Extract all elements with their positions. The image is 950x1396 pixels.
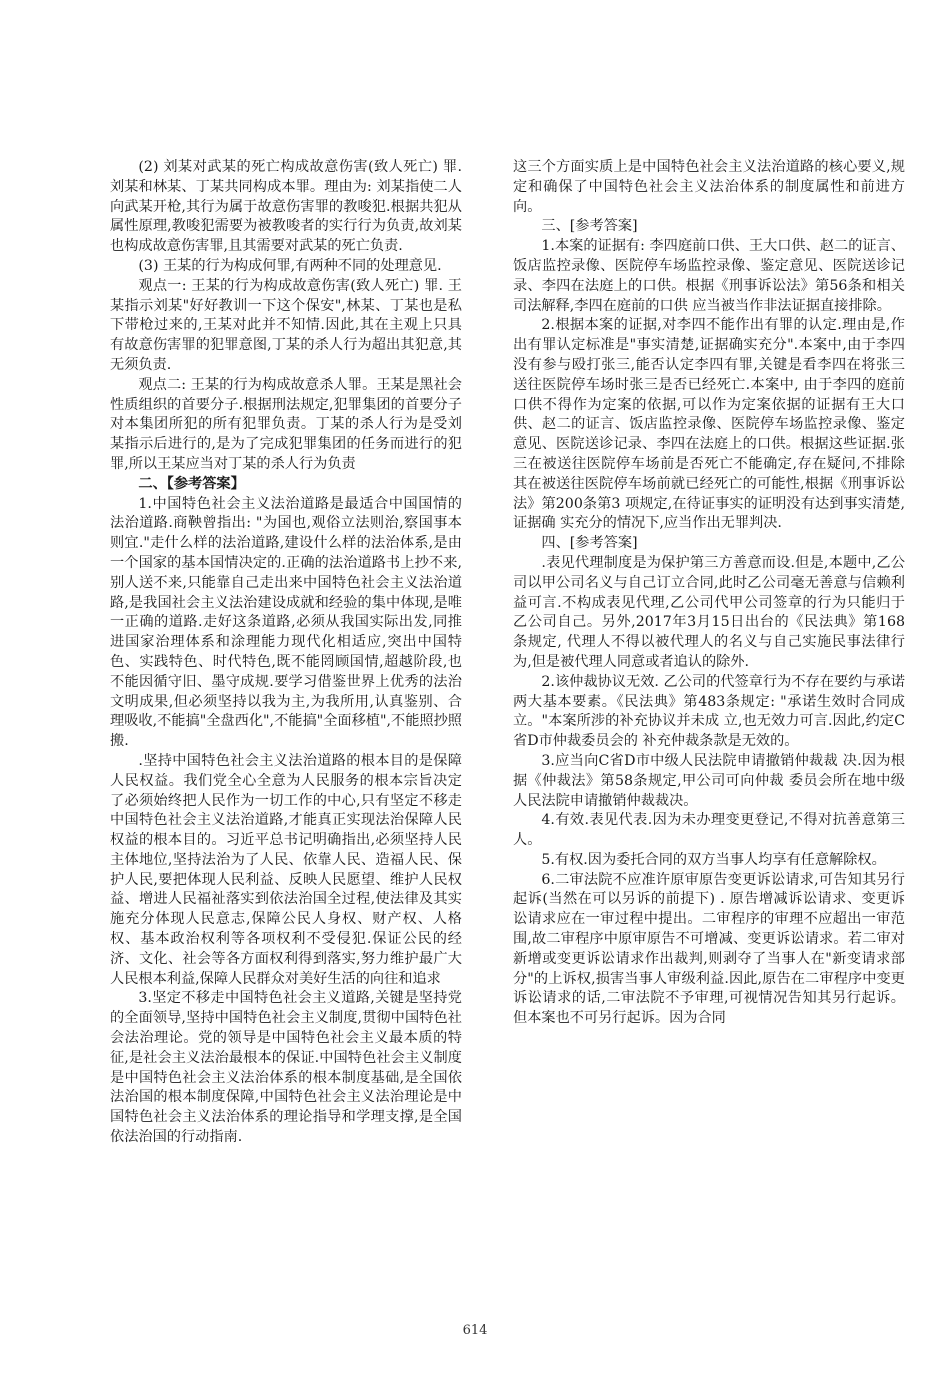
right-column: [513, 158, 905, 1029]
paragraph: 观点二: 王某的行为构成故意杀人罪。王某是黑社会性质组织的首要分子.根据刑法规定,犯罪集团的首要分子对本集团所犯的所有犯罪负责。丁某的杀人行为是受刘某指示后进行的,是为了完成犯罪集团的任务而进行的犯罪,所以王某应当对丁某的杀人行为负责: [110, 376, 462, 472]
paragraph: 2.该仲裁协议无效. 乙公司的代签章行为不存在要约与承诺两大基本要素。《民法典》第483条规定: "承诺生效时合同成立。"本案所涉的补充协议并未成 立,也无效力可言.因此,约定C省D市仲裁委员会的 补充仲裁条款是无效的。: [513, 673, 905, 750]
paragraph: 4.有效.表见代表.因为未办理变更登记,不得对抗善意第三人。: [513, 812, 905, 849]
paragraph: 5.有权.因为委托合同的双方当事人均享有任意解除权。: [541, 851, 886, 868]
paragraph: 6.二审法院不应准许原审原告变更诉讼请求,可告知其另行起诉(当然在可以另诉的前提下) . 原告增减诉讼请求、变更诉讼请求应在一审过程中提出。二审程序的审理不应超出一审范围,故二审程序中原审原告不可增减、变更诉讼请求。若二审对新增或变更诉讼请求作出裁判,则剥夺了当事人在"新变请求部分"的上诉权,损害当事人审级利益.因此,原告在二审程序中变更诉讼请求的话,二审法院不予审理,可视情况告知其另行起诉。但本案也不可另行起诉。因为合同: [513, 871, 905, 1027]
section-heading: 四、[参考答案]: [541, 535, 638, 552]
paragraph: 1.本案的证据有: 李四庭前口供、王大口供、赵二的证言、饭店监控录像、医院停车场监控录像、鉴定意见、医院送诊记录、李四在法庭上的口供。根据《刑事诉讼法》第56条和相关司法解释,李四在庭前的口供 应当被当作非法证据直接排除。: [513, 238, 905, 314]
paragraph: 观点一: 王某的行为构成故意伤害(致人死亡) 罪. 王某指示刘某"好好教训一下这个保安",林某、丁某也是私下带枪过来的,王某对此并不知情.因此,其在主观上只具有故意伤害罪的犯罪意图,丁某的杀人行为超出其犯意,其无须负责.: [110, 277, 462, 373]
section-heading: 三、[参考答案]: [541, 218, 638, 235]
paragraph: 这三个方面实质上是中国特色社会主义法治道路的核心要义,规定和确保了中国特色社会主义法治体系的制度属性和前进方向。: [513, 159, 905, 215]
page-number: 614: [462, 1323, 488, 1338]
paragraph: (2) 刘某对武某的死亡构成故意伤害(致人死亡) 罪. 刘某和林某、丁某共同构成本罪。理由为: 刘某指使二人向武某开枪,其行为属于故意伤害罪的教唆犯.根据共犯从属性原理,教唆犯需要为被教唆者的实行行为负责,故刘某也构成故意伤害罪,且其需要对武某的死亡负责.: [110, 159, 462, 255]
paragraph: .表见代理制度是为保护第三方善意而设.但是,本题中,乙公司以甲公司名义与自己订立合同,此时乙公司毫无善意与信赖利益可言.不构成表见代理,乙公司代甲公司签章的行为只能归于乙公司自己。另外,2017年3月15日出台的《民法典》第168条规定, 代理人不得以被代理人的名义与自己实施民事法律行 为,但是被代理人同意或者追认的除外.: [513, 554, 905, 670]
paragraph: (3) 王某的行为构成何罪,有两种不同的处理意见.: [138, 257, 442, 274]
paragraph: 1.中国特色社会主义法治道路是最适合中国国情的法治道路.商鞅曾指出: "为国也,观俗立法则治,察国事本则宜."走什么样的法治道路,建设什么样的法治体系,是由一个国家的基本国情决定的.正确的法治道路书上抄不来,别人送不来,只能靠自己走出来中国特色社会主义法治道路,是我国社会主义法治建设成就和经验的集中体现,是唯一正确的道路.走好这条道路,必须从我国实际出发,同推进国家治理体系和涂理能力现代化相适应,突出中国特色、实践特色、时代特色,既不能罔顾国情,超越阶段,也不能因循守旧、墨守成规.要学习借鉴世界上优秀的法治文明成果,但必须坚持以我为主,为我所用,认真鉴别、合理吸收,不能搞"全盘西化",不能搞"全面移植",不能照抄照搬.: [110, 495, 462, 750]
paragraph: .坚持中国特色社会主义法治道路的根本目的是保障人民权益。我们党全心全意为人民服务的根本宗旨决定了必须始终把人民作为一切工作的中心,只有坚定不移走中国特色社会主义法治道路,才能真正实现法治保障人民权益的根本目的。习近平总书记明确指出,必须坚持人民主体地位,坚持法治为了人民、依靠人民、造福人民、保护人民,要把体现人民利益、反映人民愿望、维护人民权益、增进人民福祉落实到依法治国全过程,使法律及其实施充分体现人民意志,保障公民人身权、财产权、人格权、基本政治权利等各项权利不受侵犯.保证公民的经济、文化、社会等各方面权利得到落实,努力维护最广大人民根本利益,保障人民群众对美好生活的向往和追求: [110, 752, 462, 987]
section-heading: 二、【参考答案】: [138, 475, 245, 492]
left-column: [110, 158, 462, 1148]
paragraph: 2.根据本案的证据,对李四不能作出有罪的认定.理由是,作出有罪认定标准是"事实清楚,证据确实充分".本案中,由于李四没有参与殴打张三,能否认定李四有罪,关键是看李四在将张三送往医院停车场时张三是否已经死亡.本案中, 由于李四的庭前口供不得作为定案的依据,可以作为定案依据的证据有王大口供、赵二的证言、饭店监控录像、医院停车场监控录像、鉴定意见、医院送诊记录、李四在法庭上的口供。根据这些证据.张三在被送往医院停车场前是否死亡不能确定,存在疑问,不排除其在被送往医院停车场前就已经死亡的可能性,根据《刑事诉讼法》第200条第3 项规定,在待证事实的证明没有达到事实清楚,证据确 实充分的情况下,应当作出无罪判决.: [513, 317, 905, 532]
paragraph: 3.坚定不移走中国特色社会主义道路,关键是坚持党的全面领导,坚持中国特色社会主义制度,贯彻中国特色社会法治理论。党的领导是中国特色社会主义最本质的特征,是社会主义法治最根本的保证.中国特色社会主义制度是中国特色社会主义法治体系的根本制度基础,是全国依法治国的根本制度保障,中国特色社会主义法治理论是中国特色社会主义法治体系的理论指导和学理支撑,是全国依法治国的行动指南.: [110, 990, 462, 1146]
paragraph: 3.应当向C省D市中级人民法院申请撤销仲裁裁 决.因为根据《仲裁法》第58条规定,甲公司可向仲裁 委员会所在地中级人民法院申请撤销仲裁裁决。: [513, 752, 905, 809]
